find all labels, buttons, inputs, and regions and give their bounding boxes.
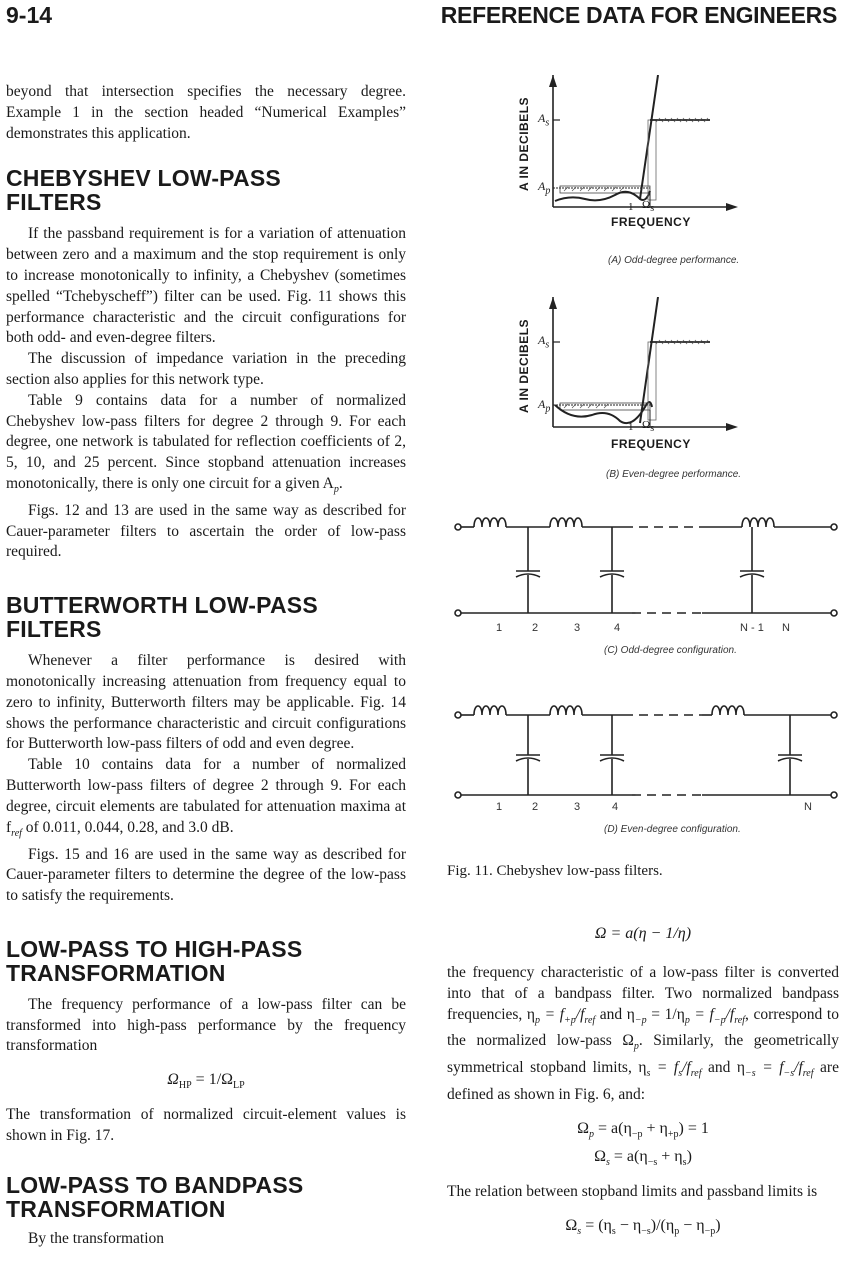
figure-d-node: 1 <box>496 801 503 813</box>
eq-sub-hp: HP <box>178 1080 192 1092</box>
left-column <box>6 82 406 1250</box>
butterworth-heading <box>6 593 406 641</box>
passband-equation: $\Omega_p = a(\eta_{-p} + \eta_{+p}) = 1$ <box>577 1120 709 1141</box>
intro-paragraph: beyond that intersection specifies the necessary degree. Example 1 in the section headed “Numerical Examples” demonstrates this application. <box>6 83 406 142</box>
lpbp-heading-line1: LOW-PASS TO BANDPASS <box>6 1172 304 1199</box>
lpbp-paragraph-1: By the transformation <box>28 1230 165 1248</box>
running-title: REFERENCE DATA FOR ENGINEERS <box>440 2 837 28</box>
lphp-heading-line2: TRANSFORMATION <box>6 959 226 986</box>
chebyshev-paragraph-3: Table 9 contains data for a number of normalized Chebyshev low-pass filters for degree 2 through 9. For each degree, one network is tabulated for reflection coefficients of 2, 5, 10, and 25 percent. Since stopband attenuation increases monotonically, there is only one circuit for a given $A_p$. <box>6 391 406 496</box>
figure-b-tick-omega: $\Omega_s$ <box>642 419 655 435</box>
figure-d-node-numbers <box>452 801 842 817</box>
figure-b-ylabel: A IN DECIBELS <box>517 318 531 413</box>
page-header <box>0 0 847 36</box>
lphp-equation <box>6 1071 406 1091</box>
figure-c-label: (C) Odd-degree configuration. <box>604 645 737 656</box>
bandpass-equation: Ω = a(η − 1/η) <box>594 925 692 942</box>
figure-c <box>452 505 842 665</box>
figure-c-node: 2 <box>532 622 539 634</box>
figure-b-ap: $A_p$ <box>538 397 551 415</box>
relation-equation: $\Omega_s = (\eta_s - \eta_{-s})/(\eta_p - \eta_{-p})$ <box>565 1217 721 1238</box>
figure-a-ap: $A_p$ <box>538 179 551 197</box>
butterworth-p2-text: Table 10 contains data for a number of normalized Butterworth low-pass filters of degree 2 through 9. For each degree, circuit elements are tabulated for attenuation maxima at f <box>6 756 406 836</box>
figure-a-tick-1: 1 <box>628 201 634 213</box>
right-column <box>447 925 839 1237</box>
figure-d <box>452 695 842 845</box>
lphp-paragraph-1: The frequency performance of a low-pass filter can be transformed into high-pass performance by the frequency transformation <box>6 995 406 1055</box>
figure-a <box>500 75 760 275</box>
lpbp-heading <box>6 1173 406 1221</box>
figure-a-ylabel: A IN DECIBELS <box>517 96 531 191</box>
figure-c-node: N <box>782 622 790 634</box>
chebyshev-heading-line1: CHEBYSHEV LOW-PASS <box>6 165 281 192</box>
butterworth-p2-sub: ref <box>11 827 22 839</box>
figure-c-node: N - 1 <box>740 622 764 634</box>
figure-a-as: $A_s$ <box>538 111 550 129</box>
lphp-heading-line1: LOW-PASS TO HIGH-PASS <box>6 935 303 962</box>
chebyshev-heading-line2: FILTERS <box>6 189 102 216</box>
figure-b-tick-1: 1 <box>628 421 634 433</box>
relation-paragraph: The relation between stopband limits and passband limits is <box>447 1183 818 1201</box>
figure-a-xlabel: FREQUENCY <box>611 215 691 229</box>
chebyshev-p3-sub: p <box>333 484 339 496</box>
figure-b-as: $A_s$ <box>538 333 550 351</box>
figure-c-node-numbers <box>452 622 842 638</box>
eq-omega: Ω <box>167 1071 179 1089</box>
stopband-equation: $\Omega_s = a(\eta_{-s} + \eta_s)$ <box>594 1148 692 1169</box>
butterworth-paragraph-1: Whenever a filter performance is desired with monotonically increasing attenuation from frequency equal to zero to infinity, Butterworth filters may be applicable. Fig. 14 shows the performance characteristic and circuit configurations for Butterworth low-pass filters of odd and even degree. <box>6 652 406 753</box>
figure-b-xlabel: FREQUENCY <box>611 437 691 451</box>
chebyshev-paragraph-1: If the passband requirement is for a variation of attenuation between zero and a maximum and the stop requirement is only to increase monotonically to infinity, a Chebyshev (sometimes spelled “Tchebyscheff”) filter can be used. Fig. 11 shows this performance characteristic and the circuit configurations for both odd- and even-degree filters. <box>6 225 406 347</box>
butterworth-p2-text-b: of 0.011, 0.044, 0.28, and 3.0 dB. <box>21 818 234 836</box>
figure-c-node: 3 <box>574 622 581 634</box>
chebyshev-p3-text: Table 9 contains data for a number of normalized Chebyshev low-pass filters for degree 2 through 9. For each degree, one network is tabulated for reflection coefficients of 2, 5, 10, and 25 percent. Since stopband attenuation increases monotonically, there is only one circuit for a given A <box>6 391 406 492</box>
figure-d-label: (D) Even-degree configuration. <box>604 824 741 835</box>
lphp-heading <box>6 937 406 985</box>
figure-d-node: 3 <box>574 801 581 813</box>
figure-a-tick-omega: $\Omega_s$ <box>642 199 655 215</box>
butterworth-heading-line2: FILTERS <box>6 616 102 643</box>
butterworth-paragraph-2 <box>6 755 406 844</box>
figure-d-node: N <box>804 801 812 813</box>
figure-c-node: 4 <box>614 622 621 634</box>
chebyshev-heading <box>6 166 406 214</box>
figure-c-circuit <box>452 505 842 630</box>
figure-b <box>500 297 760 487</box>
figure-a-label: (A) Odd-degree performance. <box>608 255 740 266</box>
figure-b-label: (B) Even-degree performance. <box>606 469 742 480</box>
figure-d-node: 2 <box>532 801 539 813</box>
page-number: 9-14 <box>6 2 53 28</box>
eq-mid: = 1/Ω <box>191 1071 234 1089</box>
butterworth-heading-line1: BUTTERWORTH LOW-PASS <box>6 592 318 619</box>
chebyshev-paragraph-4: Figs. 12 and 13 are used in the same way as described for Cauer-parameter filters to ascertain the order of low-pass required. <box>6 501 406 561</box>
chebyshev-paragraph-2: The discussion of impedance variation in the preceding section also applies for this network type. <box>6 350 406 388</box>
butterworth-paragraph-3: Figs. 15 and 16 are used in the same way as described for Cauer-parameter filters to determine the degree of the low-pass to satisfy the requirements. <box>6 845 406 905</box>
eq-sub-lp: LP <box>233 1080 245 1092</box>
figure-d-node: 4 <box>612 801 619 813</box>
figure-c-node: 1 <box>496 622 503 634</box>
lpbp-heading-line2: TRANSFORMATION <box>6 1196 226 1223</box>
bandpass-paragraph-1: the frequency characteristic of a low-pass filter is converted into that of a bandpass filter. Two normalized bandpass frequencies, $\eta_p = f_{+p}/f_{ref}$ and $\eta_{-p} = 1/\eta_p = f_{-p}/f_{ref}$, correspond to the normalized low-pass $\Omega_p$. Similarly, the geometrically symmetrical stopband limits, $\eta_s = f_s/f_{ref}$ and $\eta_{-s} = f_{-s}/f_{ref}$ are defined as shown in Fig. 6, and: <box>447 964 839 1104</box>
lphp-paragraph-2: The transformation of normalized circuit-element values is shown in Fig. 17. <box>6 1106 406 1145</box>
figure-caption: Fig. 11. Chebyshev low-pass filters. <box>447 863 663 879</box>
figure-d-circuit <box>452 695 842 810</box>
